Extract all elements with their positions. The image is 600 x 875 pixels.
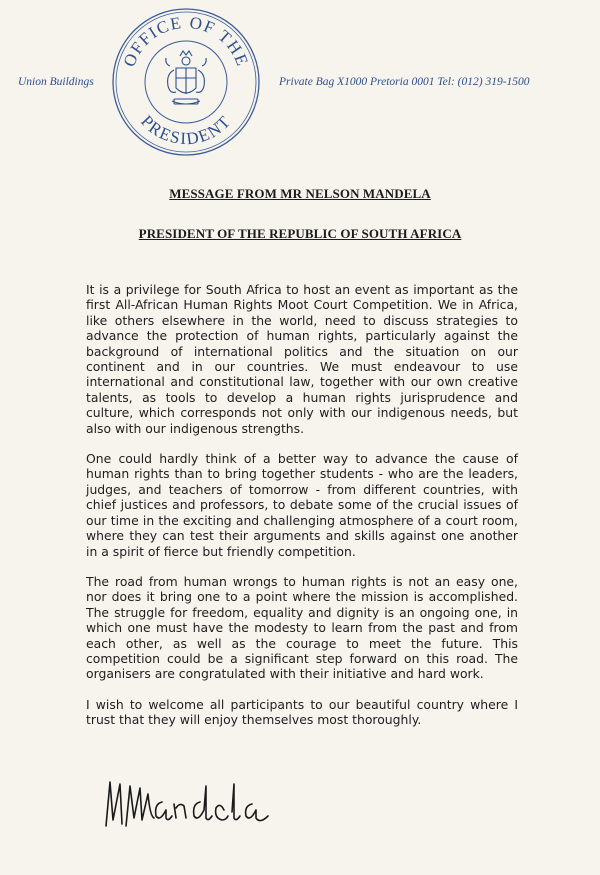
- paragraph-1: It is a privilege for South Africa to host an event as important as the first All-African Human Rights Moot Court Competition. We in Africa, like others elsewhere in the world, need to discuss strategies to advance the protection of human rights, particularly against the background of international politics and the situation on our continent and in our countries. We must endeavour to use international and constitutional law, together with our own creative talents, as tools to develop a human rights jurisprudence and culture, which corresponds not only with our indigenous needs, but also with our indigenous strengths.: [86, 282, 518, 436]
- coat-of-arms-icon: [166, 51, 206, 104]
- message-subtitle: PRESIDENT OF THE REPUBLIC OF SOUTH AFRICA: [138, 226, 462, 241]
- letterhead: [0, 0, 600, 160]
- letterhead-address-left: Union Buildings: [18, 76, 94, 88]
- message-headings: [0, 186, 600, 242]
- seal-top-text: OFFICE OF THE: [119, 12, 253, 70]
- message-body: [86, 282, 518, 743]
- seal-bottom-text: PRESIDENT: [137, 111, 235, 149]
- paragraph-3: The road from human wrongs to human rights is not an easy one, nor does it bring one to a point where the mission is accomplished. The struggle for freedom, equality and dignity is an ongoing one, in which one must have the modesty to learn from the past and from each other, as well as the courage to meet the future. This competition could be a significant step forward on this road. The organisers are congratulated with their initiative and hard work.: [86, 573, 518, 682]
- handwritten-signature: [100, 768, 300, 838]
- office-of-the-president-seal: [110, 6, 262, 158]
- paragraph-4: I wish to welcome all participants to our beautiful country where I trust that they will enjoy themselves most thoroughly.: [86, 696, 518, 728]
- paragraph-2: One could hardly think of a better way to advance the cause of human rights than to bring together students - who are the leaders, judges, and teachers of tomorrow - from different countries, with chief justices and professors, to debate some of the crucial issues of our time in the exciting and challenging atmosphere of a court room, where they can test their arguments and skills against one another in a spirit of fierce but friendly competition.: [86, 451, 518, 559]
- letterhead-address-right: Private Bag X1000 Pretoria 0001 Tel: (012) 319-1500: [279, 76, 530, 88]
- message-title: MESSAGE FROM MR NELSON MANDELA: [169, 186, 431, 201]
